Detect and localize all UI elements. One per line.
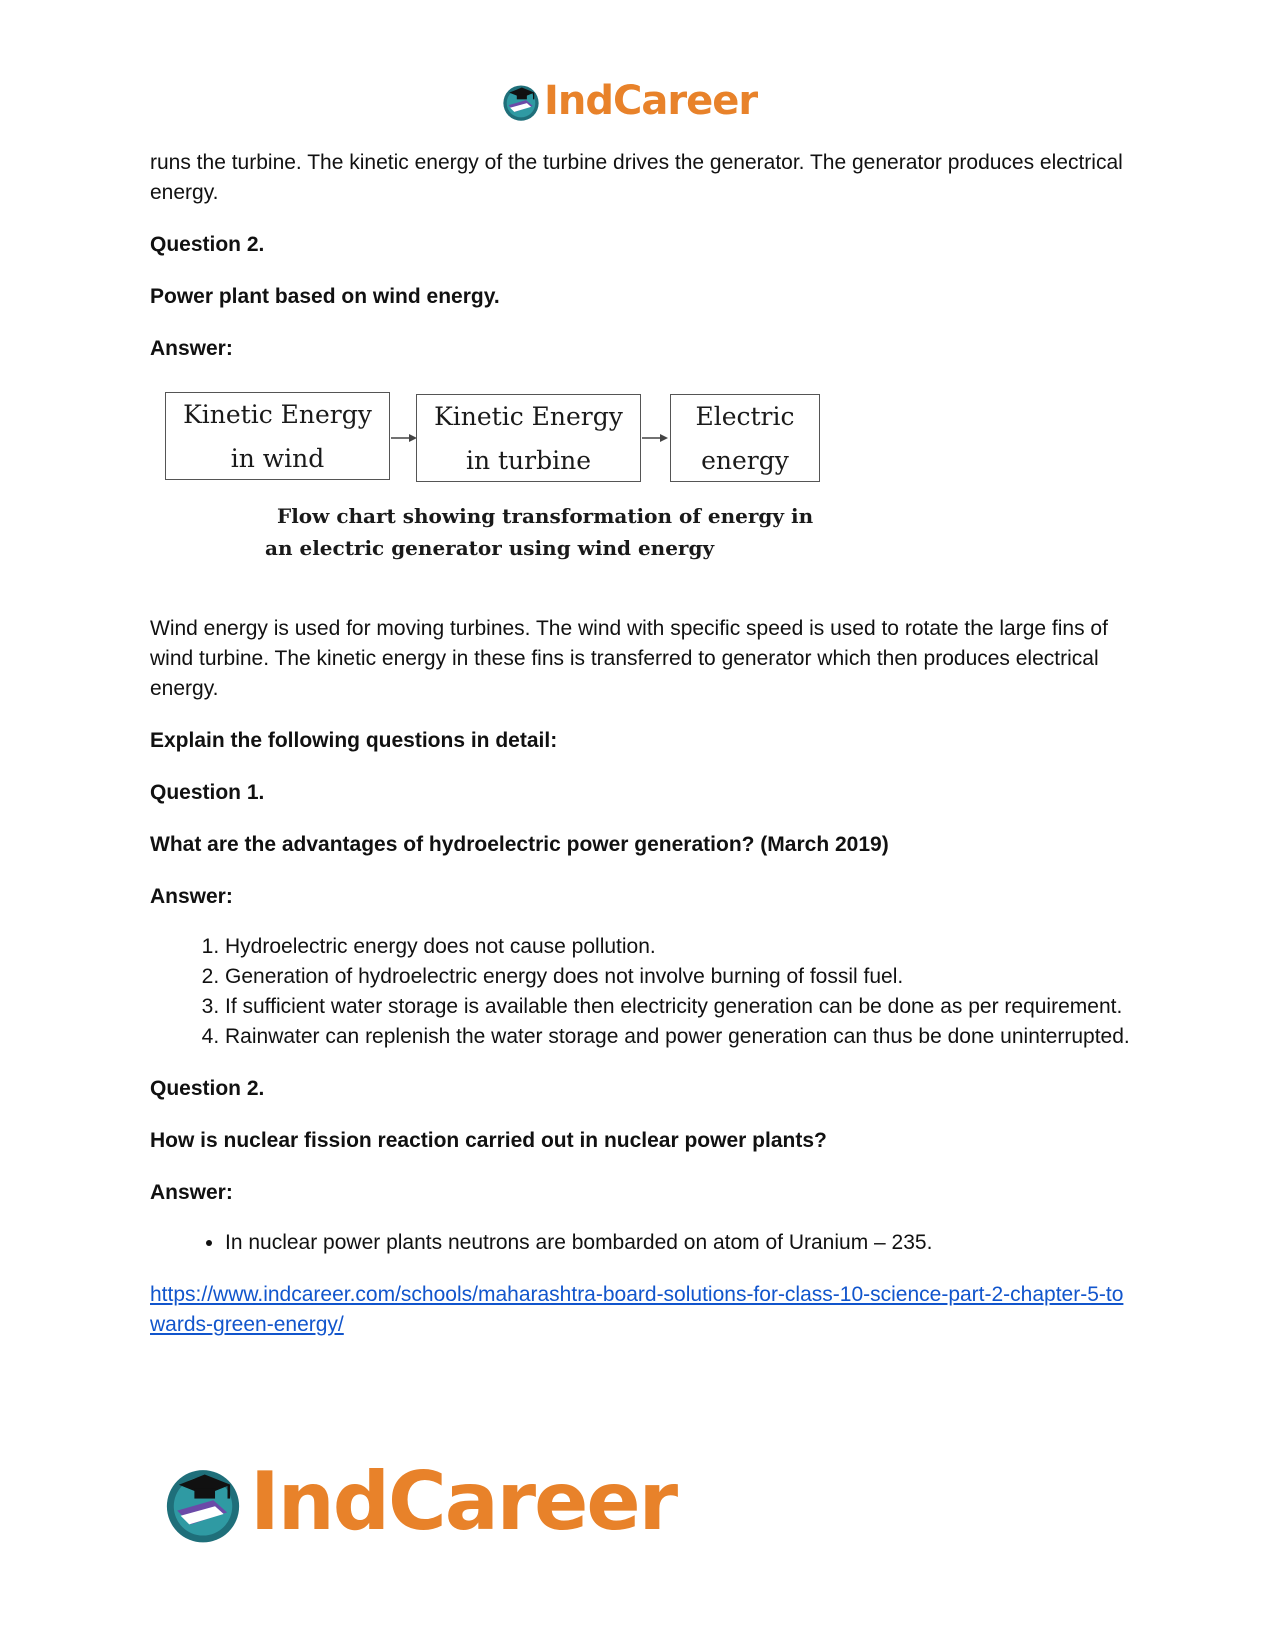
flow-box-line: Kinetic Energy (183, 400, 372, 429)
wind-paragraph: Wind energy is used for moving turbines. The wind with specific speed is used to rotate the large fins of wind turbine. The kinetic energy in these fins is transferred to generator which then produces electrical energy. (150, 617, 1108, 700)
question-1-label: Question 1. (150, 781, 265, 804)
answer-label: Answer: (150, 1181, 233, 1204)
footer-logo (160, 1455, 676, 1548)
list-item: 1. Hydroelectric energy does not cause pollution. (225, 932, 1130, 962)
question-1-title: What are the advantages of hydroelectric power generation? (March 2019) (150, 833, 889, 856)
brand-name: IndCareer (544, 78, 758, 124)
list-item: 4. Rainwater can replenish the water storage and power generation can thus be done uninterrupted. (225, 1022, 1130, 1052)
energy-flowchart (150, 392, 850, 592)
brand-name: IndCareer (250, 1455, 677, 1548)
question-2b-label: Question 2. (150, 1077, 265, 1100)
intro-paragraph: runs the turbine. The kinetic energy of the turbine drives the generator. The generator produces electrical energy. (150, 151, 1123, 204)
flow-box-kinetic-wind (165, 392, 390, 480)
flow-box-electric-energy (670, 394, 820, 482)
document-body (150, 148, 1130, 1340)
arrow-right-icon (642, 432, 668, 444)
answer-label: Answer: (150, 885, 233, 908)
graduation-book-icon (500, 80, 542, 122)
question-2b-title: How is nuclear fission reaction carried out in nuclear power plants? (150, 1129, 827, 1152)
header-logo (500, 78, 757, 124)
caption-line: an electric generator using wind energy (265, 536, 715, 560)
question-2-title: Power plant based on wind energy. (150, 285, 500, 308)
flow-box-line: in wind (230, 444, 325, 473)
flow-box-kinetic-turbine (416, 394, 641, 482)
section-heading: Explain the following questions in detail: (150, 729, 558, 752)
answer-label: Answer: (150, 337, 233, 360)
flow-box-line: energy (701, 446, 789, 475)
question-2-label: Question 2. (150, 233, 265, 256)
caption-line: Flow chart showing transformation of energy in (277, 504, 814, 528)
list-item: • In nuclear power plants neutrons are bombarded on atom of Uranium – 235. (225, 1228, 1130, 1258)
list-item: 3. If sufficient water storage is available then electricity generation can be done as per requirement. (225, 992, 1130, 1022)
graduation-book-icon (160, 1459, 246, 1545)
flow-box-line: Kinetic Energy (434, 402, 623, 431)
hydro-advantages-list (150, 932, 1130, 1052)
flow-box-line: in turbine (465, 446, 592, 475)
source-link[interactable]: https://www.indcareer.com/schools/maharashtra-board-solutions-for-class-10-science-part-2-chapter-5-towards-green-energy/ (150, 1283, 1124, 1336)
arrow-right-icon (391, 432, 417, 444)
nuclear-points-list (150, 1228, 1130, 1258)
flow-box-line: Electric (695, 402, 795, 431)
list-item: 2. Generation of hydroelectric energy does not involve burning of fossil fuel. (225, 962, 1130, 992)
flowchart-caption (265, 500, 813, 564)
